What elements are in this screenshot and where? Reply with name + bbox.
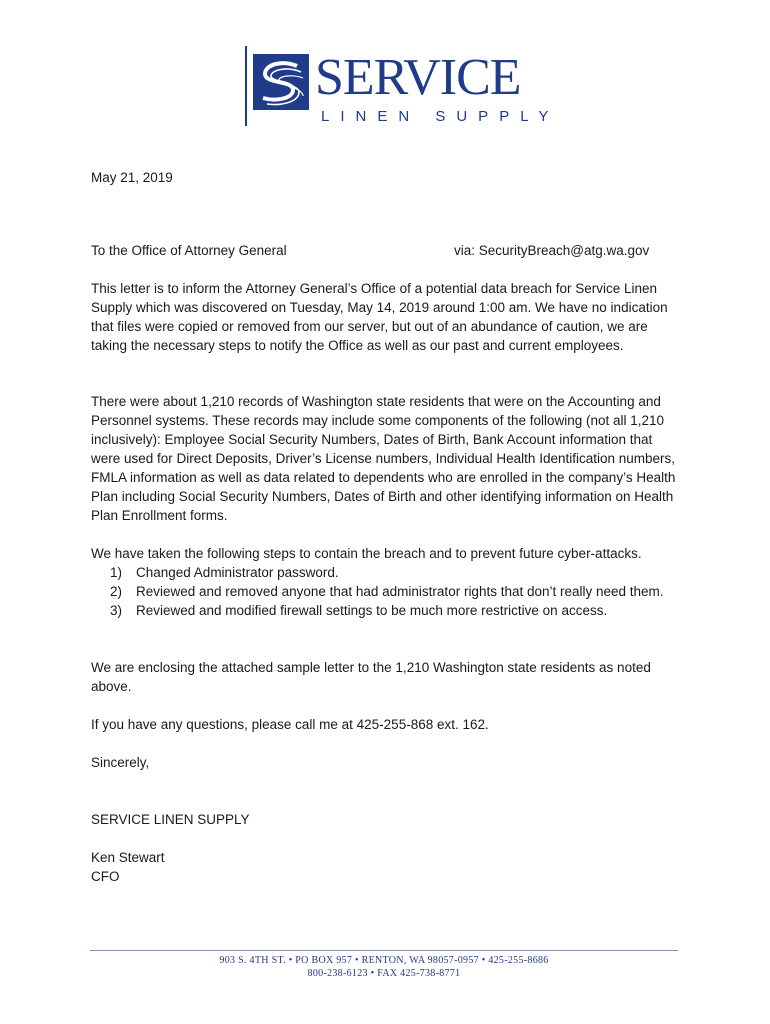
step-text: Changed Administrator password.	[136, 565, 339, 580]
step-text: Reviewed and modified firewall settings to be much more restrictive on access.	[136, 603, 608, 618]
footer-address: 903 S. 4TH ST. • PO BOX 957 • RENTON, WA 98057-0957 • 425-255-8686	[219, 955, 549, 966]
closing-salutation: Sincerely,	[91, 755, 150, 770]
footer-phone: 800-238-6123 • FAX 425-738-8771	[307, 968, 461, 979]
paragraph-enclosure: We are enclosing the attached sample letter to the 1,210 Washington state residents as noted above.	[91, 660, 651, 694]
step-number: 2)	[110, 584, 123, 599]
list-item	[110, 563, 670, 582]
step-number: 1)	[110, 565, 123, 580]
paragraph-contact: If you have any questions, please call me at 425-255-868 ext. 162.	[91, 717, 489, 732]
logo-divider	[245, 46, 247, 126]
step-text: Reviewed and removed anyone that had administrator rights that don’t really need them.	[136, 584, 664, 599]
via-email: via: SecurityBreach@atg.wa.gov	[454, 243, 650, 258]
logo-wordmark: SERVICE	[315, 49, 521, 106]
logo-subtitle: LINEN SUPPLY	[321, 108, 560, 125]
recipient-line	[91, 241, 666, 260]
footer-divider	[90, 950, 678, 951]
signer-title: CFO	[91, 869, 120, 884]
paragraph-steps-intro: We have taken the following steps to contain the breach and to prevent future cyber-attacks.	[91, 546, 642, 561]
steps-list	[110, 563, 670, 620]
service-linen-mark-icon	[253, 54, 309, 110]
letter-date: May 21, 2019	[91, 170, 173, 185]
list-item	[110, 582, 670, 601]
signature-company: SERVICE LINEN SUPPLY	[91, 812, 250, 827]
recipient: To the Office of Attorney General	[91, 243, 287, 258]
company-logo	[245, 46, 560, 128]
list-item	[110, 601, 670, 620]
paragraph-records: There were about 1,210 records of Washington state residents that were on the Accounting and Personnel systems. These records may include some components of the following (not all 1,210 inclusively): Employee Social Security Numbers, Dates of Birth, Bank Account information that were used for Direct Deposits, Driver’s License numbers, Individual Health Identification numbers, FMLA information as well as data related to dependents who are enrolled in the company’s Health Plan including Social Security Numbers, Dates of Birth and other identifying information on Health Plan Enrollment forms.	[91, 394, 676, 523]
signer-name: Ken Stewart	[91, 850, 165, 865]
paragraph-intro: This letter is to inform the Attorney General’s Office of a potential data breach for Service Linen Supply which was discovered on Tuesday, May 14, 2019 around 1:00 am. We have no indication that files were copied or removed from our server, but out of an abundance of caution, we are taking the necessary steps to notify the Office as well as our past and current employees.	[91, 281, 668, 353]
step-number: 3)	[110, 603, 123, 618]
